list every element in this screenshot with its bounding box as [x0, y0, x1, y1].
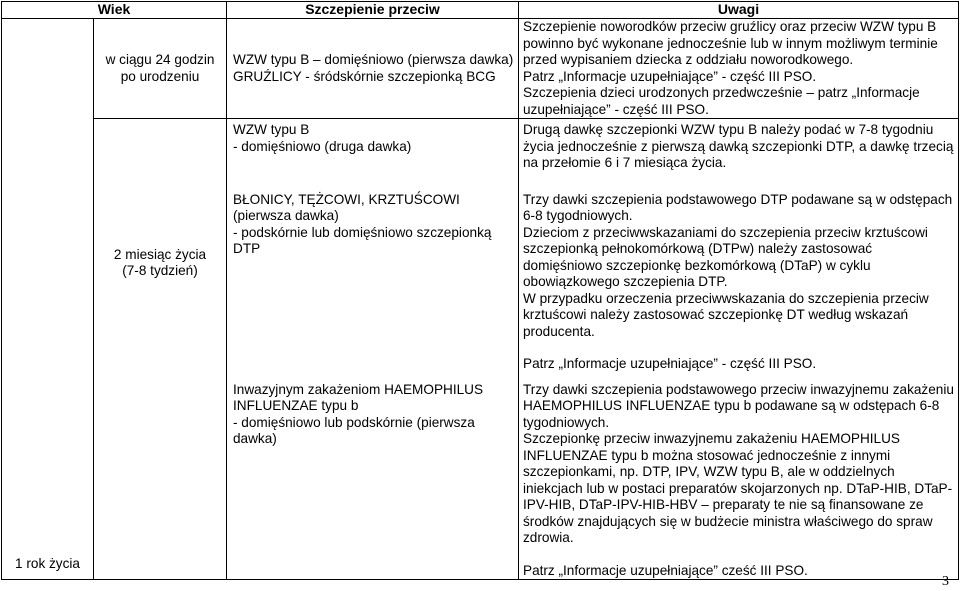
row2-remark-hib-3: Patrz „Informacje uzupełniające” cześć III PSO.	[523, 562, 808, 578]
row2-remarks-dtp	[519, 192, 959, 382]
row2-remark-hib-1: Trzy dawki szczepienia podstawowego przeciw inwazyjnemu zakażeniu HAEMOPHILUS INFLUENZAE typu b podawane są w odstępach 6-8 tygodniowych.	[523, 381, 954, 430]
document-page	[1, 1, 958, 578]
age-group-cell: 1 rok życia	[2, 19, 94, 580]
row1-vaccine-wzw: WZW typu B – domięśniowo (pierwsza dawka)	[233, 52, 514, 67]
row2-vaccine-hib	[227, 382, 519, 580]
row2-vaccine-dtp-line2: (pierwsza dawka)	[233, 208, 339, 223]
row2-remark-dtp-3: W przypadku orzeczenia przeciwwskazania do szczepienia przeciw krztuścowi należy zastosować szczepionkę DT według wskazań producenta.	[523, 290, 929, 339]
row2-remark-dtp-4: Patrz „Informacje uzupełniające” - część III PSO.	[523, 356, 817, 371]
header-vaccine: Szczepienie przeciw	[227, 2, 519, 19]
page-number: 3	[942, 574, 949, 589]
row2-vaccine-wzw-line1: WZW typu B	[233, 122, 310, 137]
table-header-row	[2, 2, 959, 19]
row2-remark-wzw: Drugą dawkę szczepionki WZW typu B należy podać w 7-8 tygodniu życia jednocześnie z pierwszą dawką szczepionki DTP, a dawkę trzecią na przełomie 6 i 7 miesiąca życia.	[523, 122, 954, 170]
row1-remark-3: Szczepienia dzieci urodzonych przedwcześnie – patrz „Informacje uzupełniające” - część III PSO.	[523, 85, 920, 117]
row1-remarks	[519, 19, 959, 119]
row1-remark-2: Patrz „Informacje uzupełniające” - część III PSO.	[523, 68, 817, 84]
row2-age	[94, 119, 227, 580]
table-row	[2, 119, 959, 192]
row1-vaccine-bcg: GRUŹLICY - śródskórnie szczepionką BCG	[233, 68, 496, 84]
header-remarks: Uwagi	[519, 2, 959, 19]
row2-remarks-wzw	[519, 119, 959, 192]
row2-vaccine-dtp-line1: BŁONICY, TĘŻCOWI, KRZTUŚCOWI	[233, 191, 460, 207]
row2-age-label: 2 miesiąc życia (7-8 tydzień)	[113, 246, 207, 278]
row2-vaccine-wzw	[227, 119, 519, 192]
row2-vaccine-dtp-line3: - podskórnie lub domięśniowo szczepionką DTP	[233, 224, 492, 256]
row2-remark-dtp-2: Dzieciom z przeciwwskazaniami do szczepienia przeciw krztuścowi szczepionką pełnokomórkową (DTPw) należy zastosować domięśniowo szczepionkę bezkomórkową (DTaP) w cyklu obowiązkowego szczepienia DTP.	[523, 224, 928, 289]
row1-age: w ciągu 24 godzin po urodzeniu	[94, 19, 227, 119]
row2-remark-hib-2: Szczepionkę przeciw inwazyjnemu zakażeniu HAEMOPHILUS INFLUENZAE typu b można stosować jednocześnie z innymi szczepionkami, np. DTP, IPV, WZW typu B, ale w oddzielnych iniekcjach lub w postaci preparatów skojarzonych np. DTaP-HIB, DTaP-IPV-HIB, DTaP-IPV-HIB-HBV – preparaty te nie są finansowane ze środków znajdujących się w budżecie ministra właściwego do spraw zdrowia.	[523, 431, 953, 545]
row1-remark-1: Szczepienie noworodków przeciw gruźlicy oraz przeciw WZW typu B powinno być wykonane jednocześnie lub w innym możliwym terminie przed wypisaniem dziecka z oddziału noworodkowego.	[523, 19, 938, 67]
table-row	[2, 19, 959, 119]
vaccination-schedule-table	[1, 1, 959, 580]
header-age: Wiek	[2, 2, 227, 19]
row1-vaccine	[227, 19, 519, 119]
row2-vaccine-wzw-line2: - domięśniowo (druga dawka)	[233, 138, 412, 154]
row2-vaccine-hib-line1: Inwazyjnym zakażeniom HAEMOPHILUS INFLUENZAE typu b	[233, 381, 484, 413]
row2-remarks-hib	[519, 382, 959, 580]
row2-vaccine-hib-line2: - domięśniowo lub podskórnie (pierwsza dawka)	[233, 414, 475, 446]
row2-vaccine-dtp	[227, 192, 519, 382]
row2-remark-dtp-1: Trzy dawki szczepienia podstawowego DTP podawane są w odstępach 6-8 tygodniowych.	[523, 191, 953, 223]
